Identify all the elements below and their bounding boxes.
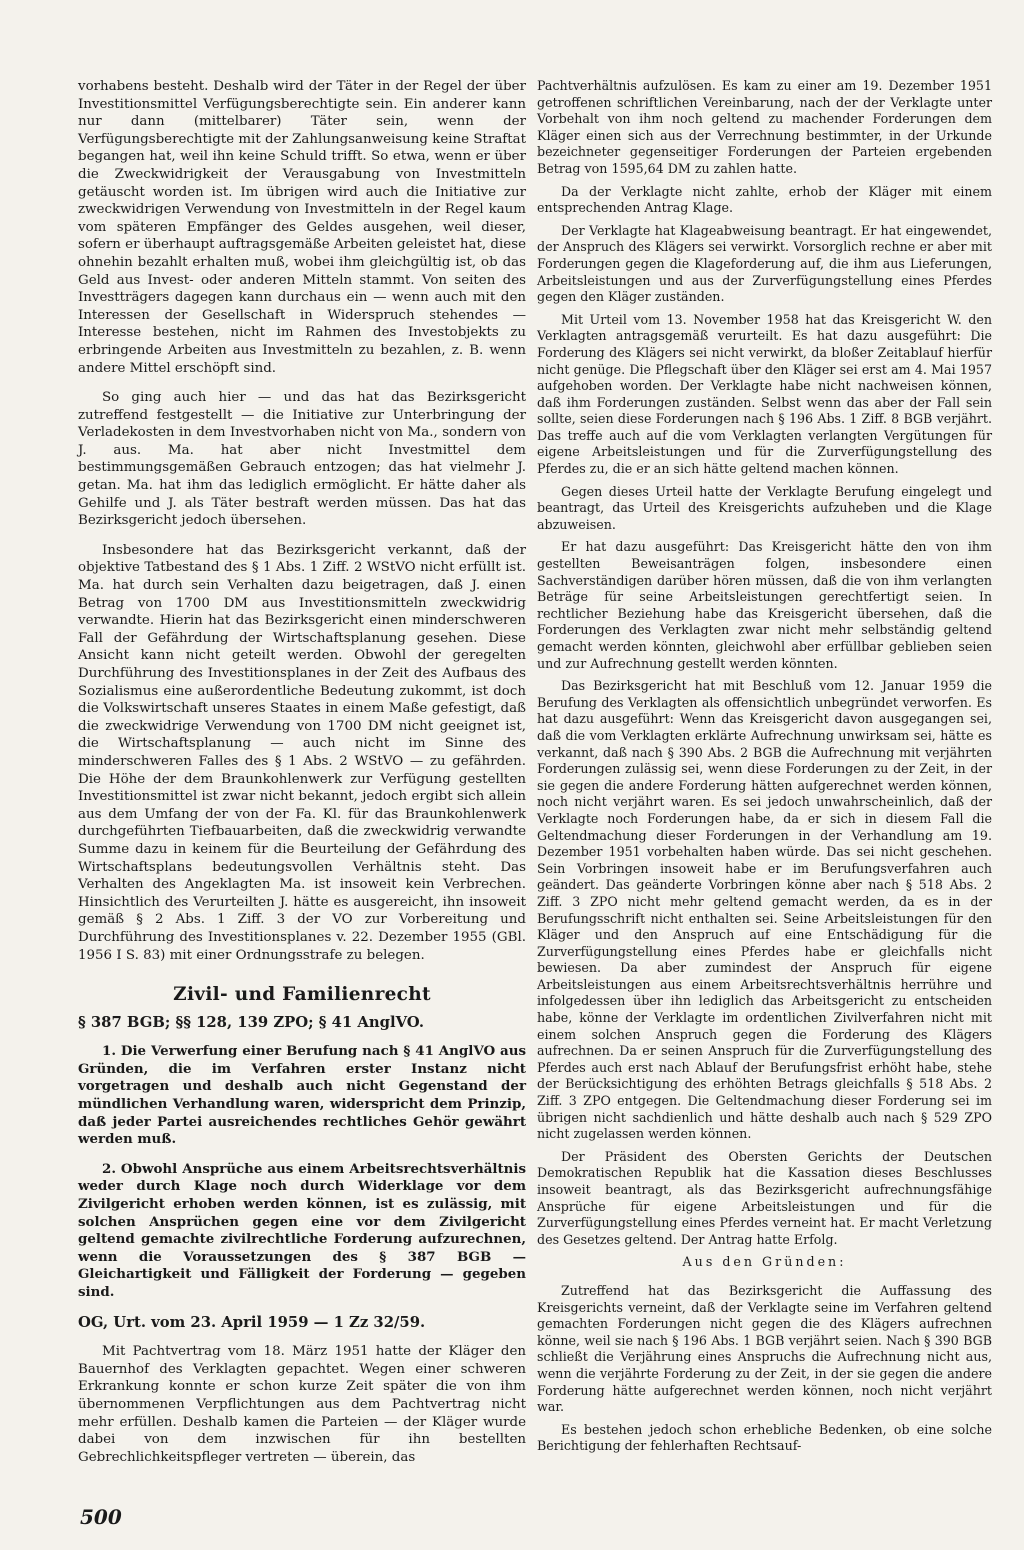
left-column [78, 78, 526, 1478]
body-paragraph: Der Präsident des Obersten Gerichts der Deutschen Demokratischen Republik hat die Kassation dieses Beschlusses insoweit beantragt, als das Bezirksgericht aufrechnungsfähige Ansprüche für eigene Arbeitsleistungen und für die Zurverfügungstellung eines Pferdes verneint hat. Er macht Verletzung des Gesetzes geltend. Der Antrag hatte Erfolg. [537, 1148, 992, 1247]
body-paragraph: Er hat dazu ausgeführt: Das Kreisgericht hätte den von ihm gestellten Beweisanträgen folgen, insbesondere einen Sachverständigen darüber hören müssen, daß die von ihm verlangten Beträge für seine Arbeitsleistungen gerechtfertigt seien. In rechtlicher Beziehung habe das Kreisgericht übersehen, daß die Forderungen des Verklagten zwar nicht mehr selbständig geltend gemacht werden könnten, gleichwohl aber erfüllbar geblieben seien und zur Aufrechnung gestellt werden könnten. [537, 539, 992, 671]
body-paragraph: vorhabens besteht. Deshalb wird der Täter in der Regel der über Investitionsmittel Verfügungsberechtigte sein. Ein anderer kann nur dann (mittelbarer) Täter sein, wenn der Verfügungsberechtigte mit der Zahlungsanweisung keine Straftat begangen hat, weil ihn keine Schuld trifft. So etwa, wenn er über die Zweckwidrigkeit der Verausgabung von Investmitteln getäuscht worden ist. Im übrigen wird auch die Initiative zur zweckwidrigen Verwendung von Investmitteln in der Regel kaum vom späteren Empfänger des Geldes ausgehen, weil dieser, sofern er überhaupt auftragsgemäße Arbeiten geleistet hat, diese ohnehin bezahlt erhalten muß, wobei ihm gleichgültig ist, ob das Geld aus Invest- oder anderen Mitteln stammt. Von seiten des Investträgers dagegen kann durchaus ein — wenn auch mit den Interessen der Gesellschaft in Widerspruch stehendes — Interesse bestehen, nicht im Rahmen des Investobjekts zu erbringende Arbeiten aus Investmitteln zu bezahlen, z. B. wenn andere Mittel erschöpft sind. [78, 79, 527, 376]
body-paragraph: Der Verklagte hat Klageabweisung beantragt. Er hat eingewendet, der Anspruch des Klägers sei verwirkt. Vorsorglich rechne er aber mit Forderungen gegen die Klageforderung auf, die ihm aus Lieferungen, Arbeitsleistungen und aus der Zurverfügungstellung eines Pferdes gegen den Kläger zuständen. [537, 222, 992, 305]
section-heading: Zivil- und Familienrecht [173, 984, 431, 1006]
page-number: 500 [80, 1505, 122, 1529]
body-paragraph: Mit Pachtvertrag vom 18. März 1951 hatte der Kläger den Bauernhof des Verklagten gepachtet. Wegen einer schweren Erkrankung konnte er schon kurze Zeit später die von ihm übernommenen Verpflichtungen aus dem Pachtvertrag nicht mehr erfüllen. Deshalb kamen die Parteien — der Kläger wurde dabei von dem inzwischen für ihn bestellten Gebrechlichkeitspfleger vertreten — überein, das [78, 1344, 526, 1465]
headnote-2: 2. Obwohl Ansprüche aus einem Arbeitsrechtsverhältnis weder durch Klage noch durch Widerklage vor dem Zivilgericht erhoben werden können, ist es zulässig, mit solchen Ansprüchen gegen eine vor dem Zivilgericht geltend gemachte zivilrechtliche Forderung aufzurechnen, wenn die Voraussetzungen des § 387 BGB — Gleichartigkeit und Fälligkeit der Forderung — gegeben sind. [78, 1160, 526, 1300]
body-paragraph: Pachtverhältnis aufzulösen. Es kam zu einer am 19. Dezember 1951 getroffenen schriftlichen Vereinbarung, nach der der Verklagte unter Vorbehalt von ihm noch geltend zu machender Forderungen dem Kläger einen sich aus der Verrechnung bestimmter, in der Urkunde bezeichneter gegenseitiger Forderungen der Parteien ergebenden Betrag von 1595,64 DM zu zahlen hatte. [537, 78, 992, 176]
body-paragraph: Gegen dieses Urteil hatte der Verklagte Berufung eingelegt und beantragt, das Urteil des Kreisgerichts aufzuheben und die Klage abzuweisen. [537, 483, 992, 532]
case-citation: OG, Urt. vom 23. April 1959 — 1 Zz 32/59. [78, 1313, 426, 1331]
body-paragraph: Mit Urteil vom 13. November 1958 hat das Kreisgericht W. den Verklagten antragsgemäß verurteilt. Es hat dazu ausgeführt: Die Forderung des Klägers sei nicht verwirkt, da bloßer Zeitablauf hierfür nicht genüge. Die Pflegschaft über den Kläger sei erst am 4. Mai 1957 aufgehoben worden. Der Verklagte habe nicht nachweisen können, daß ihm Forderungen zuständen. Selbst wenn das aber der Fall sein sollte, seien diese Forderungen nach § 196 Abs. 1 Ziff. 8 BGB verjährt. Das treffe auch auf die vom Verklagten verlangten Vergütungen für eigene Arbeitsleistungen und für die Zurverfügungstellung des Pferdes zu, die er an sich hätte geltend machen können. [537, 311, 992, 477]
body-paragraph: Zutreffend hat das Bezirksgericht die Auffassung des Kreisgerichts verneint, daß der Verklagte seine im Verfahren geltend gemachten Forderungen nicht gegen die des Klägers aufrechnen könne, weil sie nach § 196 Abs. 1 BGB verjährt seien. Nach § 390 BGB schließt die Verjährung eines Anspruchs die Aufrechnung nicht aus, wenn die verjährte Forderung zu der Zeit, in der sie gegen die andere Forderung hätte aufgerechnet werden können, noch nicht verjährt war. [537, 1282, 992, 1415]
body-paragraph: Da der Verklagte nicht zahlte, erhob der Kläger mit einem entsprechenden Antrag Klage. [537, 183, 992, 216]
body-paragraph: Insbesondere hat das Bezirksgericht verkannt, daß der objektive Tatbestand des § 1 Abs. 1 Ziff. 2 WStVO nicht erfüllt ist. Ma. hat durch sein Verhalten dazu beigetragen, daß J. einen Betrag von 1700 DM aus Investitionsmitteln zweckwidrig verwandte. Hierin hat das Bezirksgericht einen minderschweren Fall der Gefährdung der Wirtschaftsplanung gesehen. Diese Ansicht kann nicht geteilt werden. Obwohl der geregelten Durchführung des Investitionsplanes in der Zeit des Aufbaus des Sozialismus eine außerordentliche Bedeutung zukommt, ist doch die Volkswirtschaft unseres Staates in einem Maße gefestigt, daß die zweckwidrige Verwendung von 1700 DM nicht geeignet ist, die Wirtschaftsplanung — auch nicht im Sinne des minderschweren Falles des § 1 Abs. 2 WStVO — zu gefährden. Die Höhe der dem Braunkohlenwerk zur Verfügung gestellten Investitionsmittel ist zwar nicht bekannt, jedoch ergibt sich allein aus dem Umfang der von der Fa. Kl. für das Braunkohlenwerk durchgeführten Tiefbauarbeiten, daß die zweckwidrig verwandte Summe dazu in keinem für die Beurteilung der Gefährdung des Wirtschaftsplans bedeutungsvollen Verhältnis steht. Das Verhalten des Angeklagten Ma. ist insoweit kein Verbrechen. Hinsichtlich des Verurteilten J. hätte es ausgereicht, ihn insoweit gemäß § 2 Abs. 1 Ziff. 3 der VO zur Vorbereitung und Durchführung des Investitionsplanes v. 22. Dezember 1955 (GBl. 1956 I S. 83) mit einer Ordnungsstrafe zu belegen. [78, 542, 526, 963]
headnote-1: 1. Die Verwerfung einer Berufung nach § 41 AnglVO aus Gründen, die im Verfahren erster Instanz nicht vorgetragen und deshalb auch nicht Gegenstand der mündlichen Verhandlung waren, widerspricht dem Prinzip, daß jeder Partei ausreichendes rechtliches Gehör gewährt werden muß. [78, 1043, 526, 1148]
body-paragraph: Es bestehen jedoch schon erhebliche Bedenken, ob eine solche Berichtigung der fehlerhaften Rechtsauf- [537, 1421, 992, 1454]
reasons-heading: Aus den Gründen: [682, 1254, 847, 1270]
body-paragraph: So ging auch hier — und das hat das Bezirksgericht zutreffend festgestellt — die Initiative zur Unterbringung der Verladekosten in dem Investvorhaben nicht von Ma., sondern von J. aus. Ma. hat aber nicht Investmittel dem bestimmungsgemäßen Gebrauch entzogen; das hat vielmehr J. getan. Ma. hat ihm das lediglich ermöglicht. Er hätte daher als Gehilfe und J. als Täter bestraft werden müssen. Das hat das Bezirksgericht jedoch übersehen. [78, 390, 526, 529]
norm-reference: § 387 BGB; §§ 128, 139 ZPO; § 41 AnglVO. [78, 1013, 424, 1031]
right-column [537, 78, 992, 1461]
body-paragraph: Das Bezirksgericht hat mit Beschluß vom 12. Januar 1959 die Berufung des Verklagten als offensichtlich unbegründet verworfen. Es hat dazu ausgeführt: Wenn das Kreisgericht davon ausgegangen sei, daß die vom Verklagten erklärte Aufrechnung unwirksam sei, hätte es verkannt, daß nach § 390 Abs. 2 BGB die Aufrechnung mit verjährten Forderungen zulässig sei, wenn diese Forderungen zu der Zeit, in der sie gegen die andere Forderung hätten aufgerechnet werden können, noch nicht verjährt waren. Es sei jedoch unwahrscheinlich, daß der Verklagte noch Forderungen habe, da er sich in diesem Fall die Geltendmachung dieser Forderungen in der Verhandlung am 19. Dezember 1951 vorbehalten haben würde. Das sei nicht geschehen. Sein Vorbringen insoweit habe er im Berufungsverfahren auch geändert. Das geänderte Vorbringen könne aber nach § 518 Abs. 2 Ziff. 3 ZPO nicht mehr geltend gemacht werden, da es in der Berufungsschrift nicht enthalten sei. Seine Arbeitsleistungen für den Kläger und den Anspruch auf eine Entschädigung für die Zurverfügungstellung eines Pferdes habe er gleichfalls nicht bewiesen. Da aber zumindest der Anspruch für eigene Arbeitsleistungen aus einem Arbeitsrechtsverhältnis herrühre und infolgedessen über ihn lediglich das Arbeitsgericht zu entscheiden habe, könne der Verklagte im ordentlichen Zivilverfahren nicht mit einem solchen Anspruch gegen die Forderung des Klägers aufrechnen. Da er seinen Anspruch für die Zurverfügungstellung des Pferdes auch erst nach Ablauf der Berufungsfrist erhöht habe, stehe der Berücksichtigung des erhöhten Betrags gleichfalls § 518 Abs. 2 Ziff. 3 ZPO entgegen. Die Geltendmachung dieser Forderung sei im übrigen nicht sachdienlich und hätte deshalb auch nach § 529 ZPO nicht zugelassen werden können. [537, 678, 992, 1142]
